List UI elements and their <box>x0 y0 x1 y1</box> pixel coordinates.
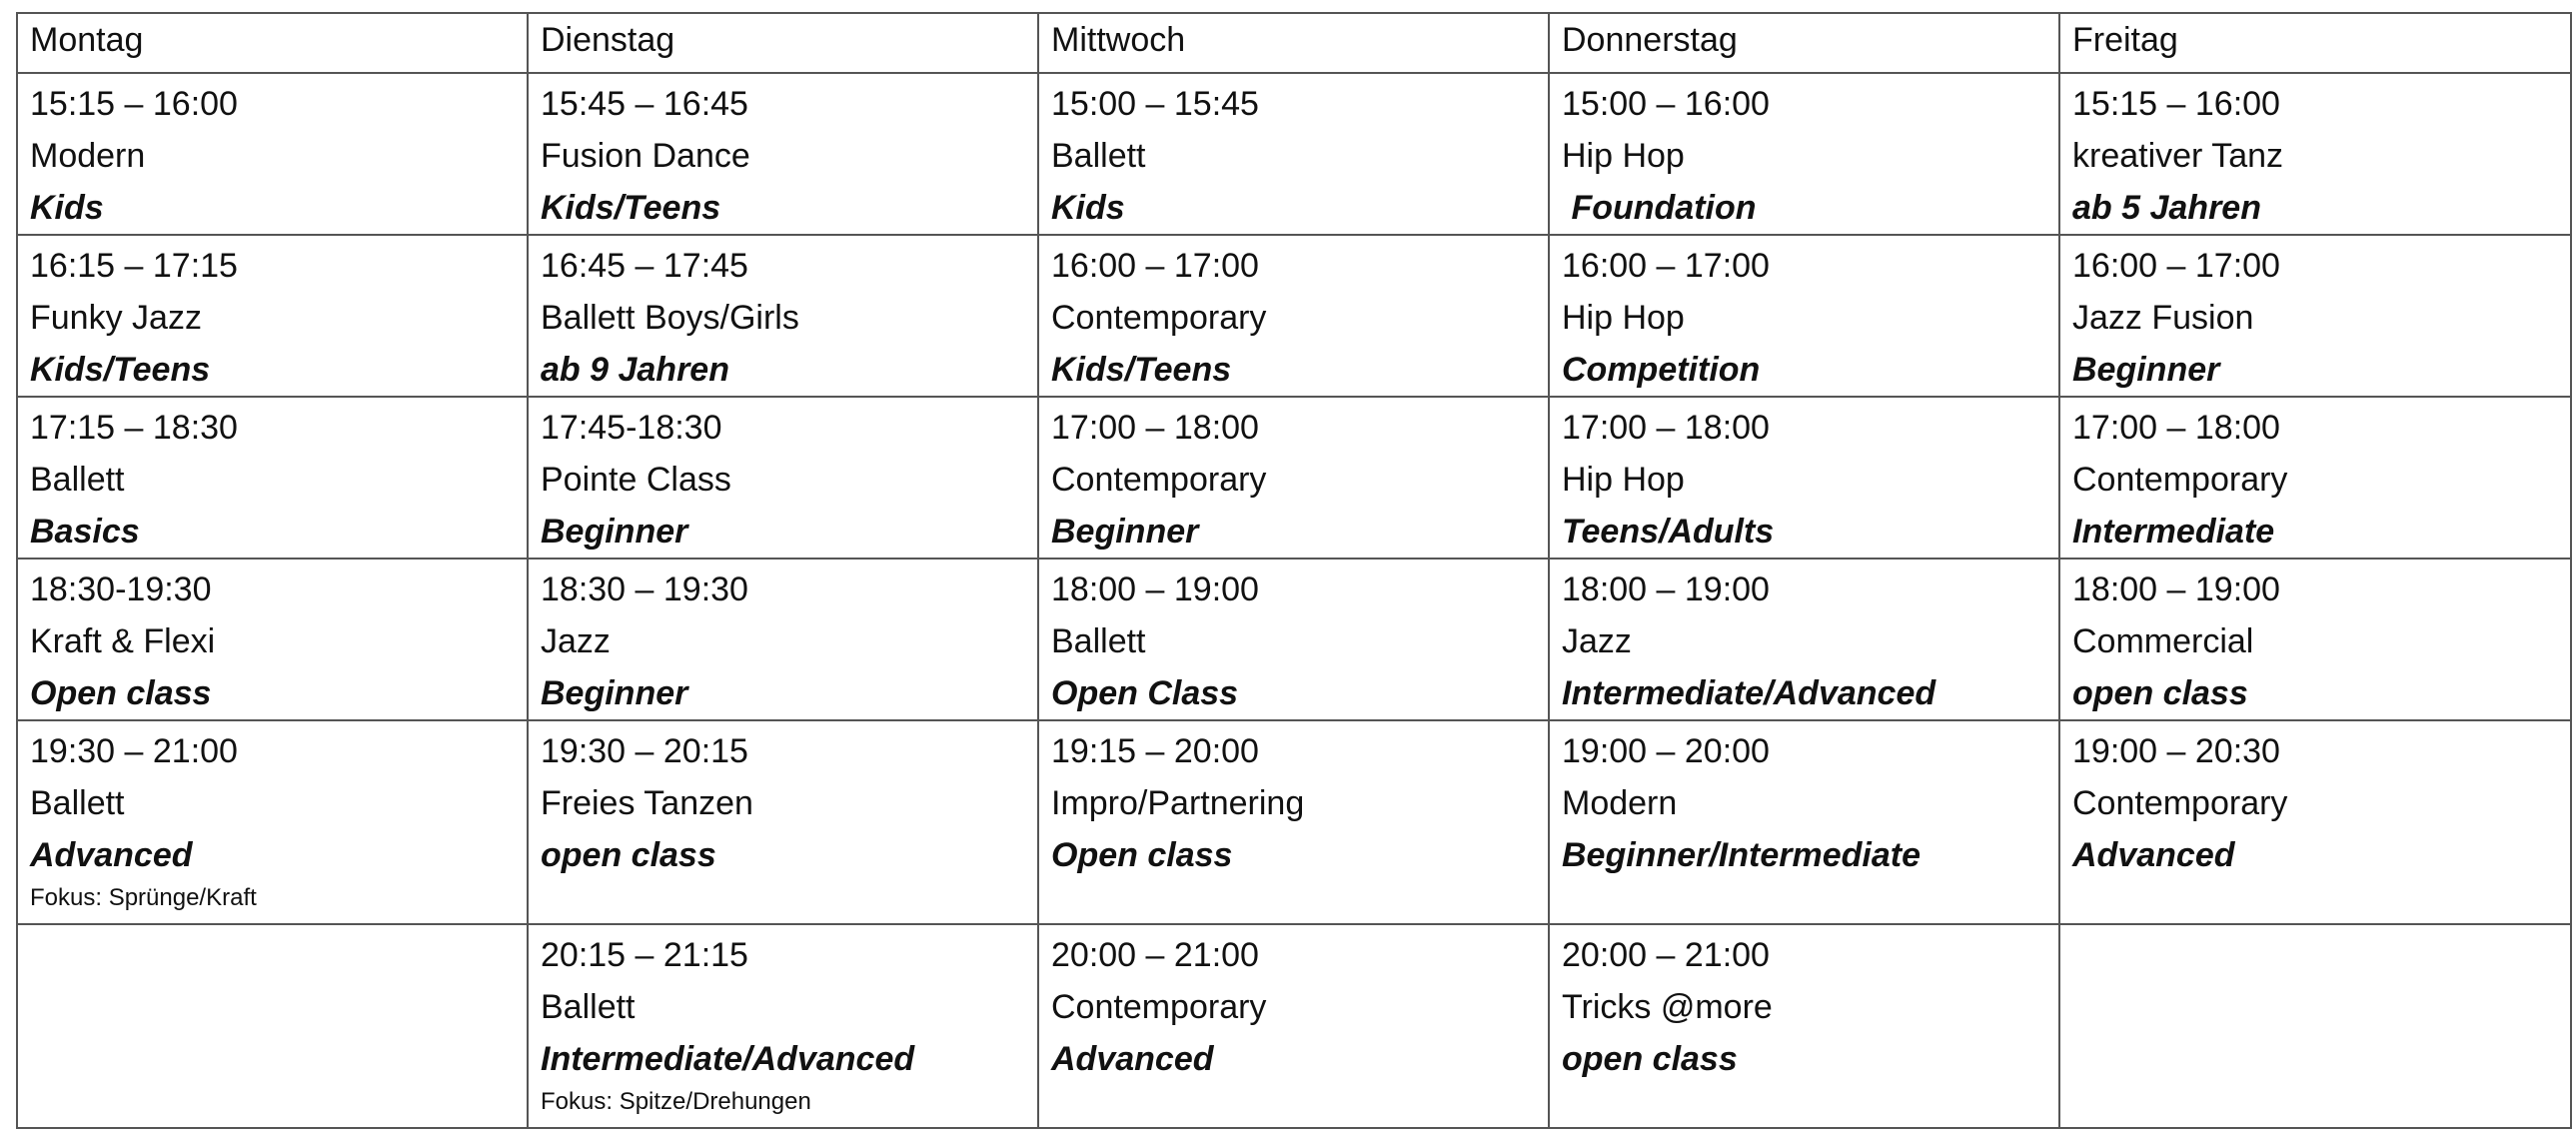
class-cell <box>1549 924 2059 1128</box>
class-style: kreativer Tanz <box>2072 137 2284 175</box>
class-cell <box>17 397 528 559</box>
class-cell <box>1549 559 2059 720</box>
class-cell <box>17 559 528 720</box>
schedule-sheet <box>16 12 2572 1129</box>
class-style: Kraft & Flexi <box>30 622 216 660</box>
class-level: Advanced <box>2072 836 2235 874</box>
class-style: Hip Hop <box>1562 461 1685 499</box>
class-level: Basics <box>30 513 140 551</box>
class-time: 16:00 – 17:00 <box>1051 247 1259 285</box>
class-level: Beginner <box>1051 513 1199 551</box>
day-header: Dienstag <box>528 13 1038 73</box>
class-style: Ballett <box>30 461 125 499</box>
class-level: Intermediate <box>2072 513 2275 551</box>
class-style: Funky Jazz <box>30 299 202 337</box>
class-cell <box>528 73 1038 235</box>
class-time: 20:00 – 21:00 <box>1051 936 1259 974</box>
class-style: Jazz <box>541 622 611 660</box>
class-time: 17:15 – 18:30 <box>30 409 238 447</box>
class-cell <box>1038 720 1549 924</box>
class-time: 19:00 – 20:00 <box>1562 732 1770 770</box>
class-cell <box>17 235 528 397</box>
class-time: 15:00 – 15:45 <box>1051 85 1259 123</box>
class-cell <box>2059 235 2571 397</box>
class-cell <box>2059 720 2571 924</box>
class-cell <box>1549 73 2059 235</box>
class-level: Kids <box>1051 189 1125 227</box>
class-level: Teens/Adults <box>1562 513 1775 551</box>
schedule-row <box>17 924 2571 1128</box>
class-time: 15:15 – 16:00 <box>2072 85 2280 123</box>
class-time: 18:00 – 19:00 <box>1562 570 1770 608</box>
class-level: ab 5 Jahren <box>2072 189 2261 227</box>
class-level: Beginner/Intermediate <box>1562 836 1921 874</box>
class-level: Intermediate/Advanced <box>541 1040 915 1078</box>
class-cell <box>1038 397 1549 559</box>
schedule-row <box>17 720 2571 924</box>
class-cell <box>1038 235 1549 397</box>
class-level: Competition <box>1562 351 1761 389</box>
class-style: Ballett <box>541 988 636 1026</box>
class-level: Beginner <box>541 513 688 551</box>
class-cell <box>1038 73 1549 235</box>
class-level: ab 9 Jahren <box>541 351 729 389</box>
class-time: 18:00 – 19:00 <box>2072 570 2280 608</box>
class-style: Hip Hop <box>1562 299 1685 337</box>
class-cell <box>17 720 528 924</box>
class-level: Kids/Teens <box>541 189 721 227</box>
schedule-row <box>17 559 2571 720</box>
class-time: 16:45 – 17:45 <box>541 247 748 285</box>
class-style: Pointe Class <box>541 461 731 499</box>
class-style: Commercial <box>2072 622 2254 660</box>
class-level: Advanced <box>1051 1040 1214 1078</box>
class-time: 19:15 – 20:00 <box>1051 732 1259 770</box>
class-level: open class <box>2072 674 2248 712</box>
class-level: open class <box>1562 1040 1738 1078</box>
class-style: Contemporary <box>1051 461 1267 499</box>
schedule-row <box>17 73 2571 235</box>
day-header: Donnerstag <box>1549 13 2059 73</box>
class-style: Modern <box>1562 784 1678 822</box>
class-cell <box>17 73 528 235</box>
class-time: 20:15 – 21:15 <box>541 936 748 974</box>
class-time: 15:45 – 16:45 <box>541 85 748 123</box>
class-style: Freies Tanzen <box>541 784 753 822</box>
class-time: 16:00 – 17:00 <box>1562 247 1770 285</box>
class-style: Ballett <box>1051 137 1146 175</box>
class-level: Intermediate/Advanced <box>1562 674 1936 712</box>
class-style: Ballett Boys/Girls <box>541 299 799 337</box>
class-style: Ballett <box>1051 622 1146 660</box>
class-style: Fusion Dance <box>541 137 750 175</box>
schedule-row <box>17 235 2571 397</box>
class-cell <box>1549 397 2059 559</box>
class-style: Tricks @more <box>1562 988 1773 1026</box>
class-cell <box>528 924 1038 1128</box>
class-style: Hip Hop <box>1562 137 1685 175</box>
class-time: 18:30 – 19:30 <box>541 570 748 608</box>
class-time: 15:15 – 16:00 <box>30 85 238 123</box>
class-focus-note: Fokus: Spitze/Drehungen <box>541 1088 811 1115</box>
class-time: 17:00 – 18:00 <box>2072 409 2280 447</box>
class-cell <box>2059 73 2571 235</box>
class-level: Kids/Teens <box>30 351 211 389</box>
class-style: Jazz <box>1562 622 1632 660</box>
class-level: Foundation <box>1562 189 1757 227</box>
class-level: Beginner <box>2072 351 2220 389</box>
class-time: 17:45-18:30 <box>541 409 722 447</box>
day-header-row <box>17 13 2571 73</box>
class-level: Open class <box>30 674 212 712</box>
class-time: 19:30 – 21:00 <box>30 732 238 770</box>
class-cell <box>2059 559 2571 720</box>
schedule-row <box>17 397 2571 559</box>
day-header: Freitag <box>2059 13 2571 73</box>
class-style: Contemporary <box>2072 461 2288 499</box>
class-time: 17:00 – 18:00 <box>1051 409 1259 447</box>
class-cell <box>528 720 1038 924</box>
class-time: 20:00 – 21:00 <box>1562 936 1770 974</box>
class-cell <box>528 559 1038 720</box>
class-level: Kids <box>30 189 104 227</box>
class-style: Modern <box>30 137 146 175</box>
empty-cell <box>17 924 528 1128</box>
class-cell <box>1549 235 2059 397</box>
class-cell <box>2059 397 2571 559</box>
class-cell <box>1038 924 1549 1128</box>
class-time: 15:00 – 16:00 <box>1562 85 1770 123</box>
class-style: Ballett <box>30 784 125 822</box>
class-style: Jazz Fusion <box>2072 299 2254 337</box>
class-level: open class <box>541 836 716 874</box>
empty-cell <box>2059 924 2571 1128</box>
class-style: Contemporary <box>1051 988 1267 1026</box>
class-level: Kids/Teens <box>1051 351 1232 389</box>
class-time: 18:00 – 19:00 <box>1051 570 1259 608</box>
class-time: 16:00 – 17:00 <box>2072 247 2280 285</box>
class-level: Advanced <box>30 836 193 874</box>
weekly-schedule-table <box>16 12 2572 1129</box>
class-level: Open class <box>1051 836 1233 874</box>
class-time: 18:30-19:30 <box>30 570 212 608</box>
class-time: 16:15 – 17:15 <box>30 247 238 285</box>
class-level: Beginner <box>541 674 688 712</box>
class-time: 19:00 – 20:30 <box>2072 732 2280 770</box>
class-cell <box>1038 559 1549 720</box>
class-focus-note: Fokus: Sprünge/Kraft <box>30 884 257 911</box>
class-cell <box>528 235 1038 397</box>
day-header: Mittwoch <box>1038 13 1549 73</box>
class-time: 17:00 – 18:00 <box>1562 409 1770 447</box>
class-time: 19:30 – 20:15 <box>541 732 748 770</box>
class-cell <box>528 397 1038 559</box>
day-header: Montag <box>17 13 528 73</box>
class-level: Open Class <box>1051 674 1239 712</box>
class-cell <box>1549 720 2059 924</box>
class-style: Impro/Partnering <box>1051 784 1305 822</box>
class-style: Contemporary <box>2072 784 2288 822</box>
class-style: Contemporary <box>1051 299 1267 337</box>
